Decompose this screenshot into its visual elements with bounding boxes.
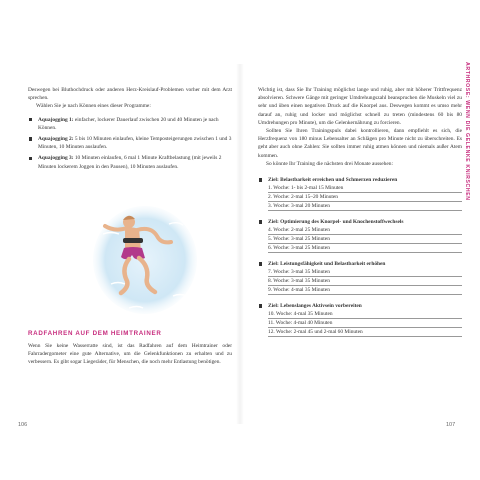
week-row: 8. Woche: 3-mal 35 Minuten [268,277,462,286]
intro-text: Deswegen bei Bluthochdruck oder anderen Herz-Kreislauf-Problemen vorher mit dem Arzt sprechen. [28,87,232,102]
bullet-icon [29,118,32,121]
left-bottom-text-block [28,342,232,367]
week-row: 4. Woche: 2-mal 25 Minuten [268,226,462,235]
week-row: 11. Woche: 4-mal 40 Minuten [268,319,462,328]
training-plan [258,176,462,337]
page-number-left: 106 [18,422,28,428]
goal-block [258,260,462,295]
aquajogging-illustration [89,204,207,322]
bullet-icon [259,262,262,265]
water-area [93,206,197,314]
right-page [258,86,462,344]
bullet-icon [259,178,262,181]
section-heading: RADFAHREN AUF DEM HEIMTRAINER [28,330,162,337]
week-row: 9. Woche: 4-mal 35 Minuten [268,286,462,295]
program-item: Aquajogging 1: einfacher, lockerer Dauerlauf zwischen 20 und 40 Minuten je nach Können. [28,116,232,132]
goal-block [258,176,462,211]
page-fold [236,64,244,424]
right-para-2: Sollten Sie Ihren Trainingspuls dabei kontrollieren, dann empfiehlt es sich, die Herzfrequenz von 180 minus Lebensalter an Schlägen pro Minute nicht zu überschreiten. Es geht aber auch ohne Zahlen: Sie sollten immer ruhig atmen können und niemals außer Atem kommen. [258,128,462,159]
bullet-icon [29,137,32,140]
goal-block [258,302,462,337]
right-para-3: So könnte Ihr Training die nächsten drei Monate aussehen: [266,160,393,167]
week-row: 7. Woche: 3-mal 35 Minuten [268,268,462,277]
week-row: 1. Woche: 1- bis 2-mal 15 Minuten [268,184,462,193]
page-number-right: 107 [446,422,456,428]
week-row: 2. Woche: 2-mal 15–20 Minuten [268,193,462,202]
program-item: Aquajogging 2: 5 bis 10 Minuten einlaufen, kleine Temposteigerungen zwischen 1 und 3 Minuten, 10 Minuten auslaufen. [28,135,232,151]
program-item: Aquajogging 3: 10 Minuten einlaufen, 6 mal 1 Minute Kraftbelastung (mit jeweils 2 Minuten lockerem Joggen in den Pausen), 10 Minuten auslaufen. [28,154,232,170]
week-row: 10. Woche: 4-mal 35 Minuten [268,310,462,319]
choose-text: Wählen Sie je nach Können eines dieser Programme: [36,103,151,110]
aqua-belt [123,238,143,243]
goal-title: Ziel: Optimierung des Knorpel- und Knochenstoffwechsels [258,218,462,226]
bullet-icon [259,220,262,223]
bullet-icon [29,157,32,160]
bottom-text: Wenn Sie keine Wasserratte sind, ist das Radfahren auf dem Heimtrainer oder Fahrradergometer eine gute Alternative, um die Gelenkfunktionen zu erhalten und zu verbessern. Es gibt sogar Liegeräder, für Menschen, die noch mehr Entlastung benötigen. [28,343,232,366]
week-row: 6. Woche: 3-mal 25 Minuten [268,244,462,253]
bullet-icon [259,304,262,307]
chapter-side-label: ARTHROSE: WENN DIE GELENKE KNIRSCHEN [464,62,470,201]
right-para-1: Wichtig ist, dass Sie Ihr Training möglichst lange und ruhig, aber mit höherer Trittfrequenz absolvieren. Schwere Gänge mit geringer Umdrehungszahl beanspruchen die Muskeln viel zu sehr und üben einen negativen Druck auf die Knorpel aus. Deswegen kommt es umso mehr darauf an, ruhig und locker und möglichst schnell zu treten (mindestens 60 bis 80 Umdrehungen pro Minute), um die Gelenkernährung zu forcieren. [258,87,462,126]
goal-block [258,218,462,253]
goal-title: Ziel: Leistungsfähigkeit und Belastbarkeit erhöhen [258,260,462,268]
program-list [28,116,232,171]
goal-title: Ziel: Lebenslanges Aktivsein vorbereiten [258,302,462,310]
left-page [28,86,232,174]
goal-title: Ziel: Belastbarkeit erreichen und Schmerzen reduzieren [258,176,462,184]
week-row: 5. Woche: 3-mal 25 Minuten [268,235,462,244]
week-row: 3. Woche: 3-mal 20 Minuten [268,202,462,211]
week-row: 12. Woche: 2-mal 45 und 2-mal 60 Minuten [268,328,462,337]
